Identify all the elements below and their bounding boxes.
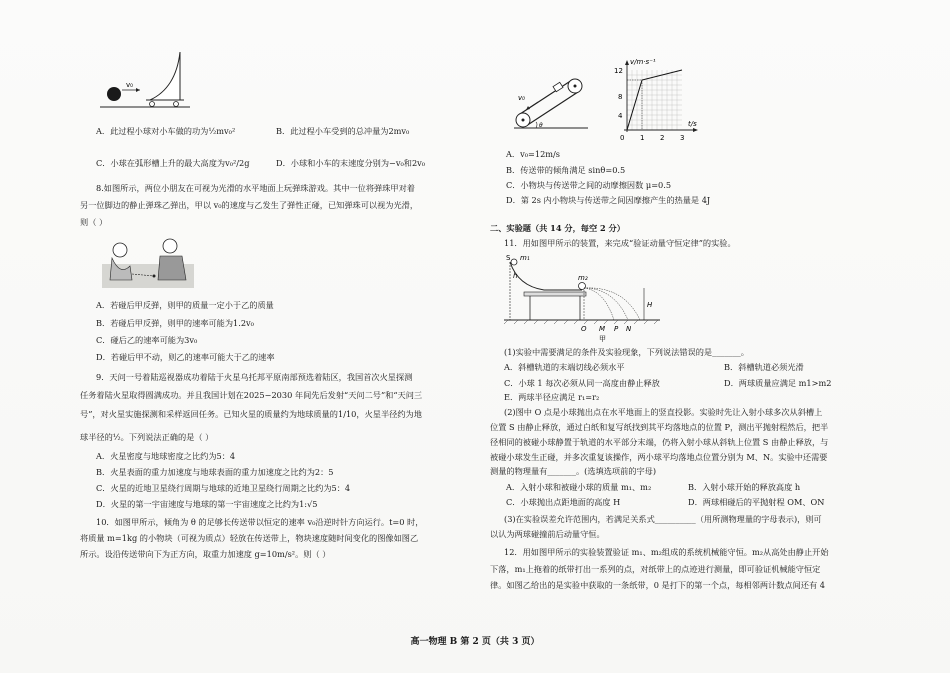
q11-part-2-line-3: 径相同的被碰小球静置于轨道的水平部分末端，仍将入射小球从斜轨上位置 S 由静止释放，与: [490, 437, 829, 447]
q7-option-c: C．小球在弧形槽上升的最大高度为v₀²/2g: [96, 158, 250, 168]
q10-stem-3: 所示。设沿传送带向下为正方向，取重力加速度 g=10m/s²。则（ ）: [80, 549, 331, 559]
q12-line-1: 12．用如图甲所示的实验装置验证 m₁、m₂组成的系统机械能守恒。m₂从高处由静止开始: [504, 547, 829, 557]
q11-label-M: M: [599, 325, 606, 333]
q11-label-m2: m₂: [578, 274, 588, 282]
q10-option-a: A．v₀=12m/s: [506, 149, 561, 159]
q11-part-3-line-2: 以认为两球碰撞前后动量守恒。: [490, 529, 605, 539]
q11-part-2-line-4: 被碰小球发生正碰，并多次重复该操作，两小球平均落地点位置分别为 M、N。实验中还需要: [490, 452, 828, 462]
page-footer: 高一物理 B 第 2 页（共 3 页）: [410, 637, 540, 647]
q10-stem-1: 10．如图甲所示，倾角为 θ 的足够长传送带以恒定的速率 v₀沿逆时针方向运行。t=0 时，: [96, 517, 424, 527]
graph-tick-y8: 8: [618, 93, 623, 101]
q11-part-2-a: A．入射小球和被碰小球的质量 m₁、m₂: [506, 482, 652, 492]
q8-stem-1: 8.如图所示，两位小朋友在可视为光滑的水平地面上玩弹珠游戏。其中一位将弹珠甲对着: [96, 183, 415, 193]
q8-option-b: B．若碰后甲反弹，则甲的速率可能为1.2v₀: [96, 318, 254, 328]
q11-part-2-line-1: (2)图中 O 点是小球抛出点在水平地面上的竖直投影。实验时先让入射小球多次从斜槽上: [504, 407, 823, 417]
q8-stem-2: 另一位脚边的静止弹珠乙弹出，甲以 v₀的速度与乙发生了弹性正碰，已知弹珠可以视为光滑，: [80, 200, 419, 210]
q7-option-b: B．此过程小车受到的总冲量为2mv₀: [276, 126, 410, 136]
q10-option-c: C．小物块与传送带之间的动摩擦因数 μ=0.5: [506, 180, 672, 190]
q11-label-P: P: [614, 325, 619, 333]
q8-figure: [102, 236, 194, 288]
q11-part-3-line-1: (3)在实验误差允许范围内，若满足关系式__________（用所测物理量的字母表示)，则可: [504, 514, 822, 524]
q11-label-s: S: [506, 254, 511, 262]
q10-option-d: D．第 2s 内小物块与传送带之间因摩擦产生的热量是 4J: [506, 195, 711, 205]
belt-v0-label: v₀: [518, 94, 525, 102]
graph-tick-x3: 3: [680, 134, 685, 142]
q11-stem: 11．用如图甲所示的装置，来完成“验证动量守恒定律”的实验。: [504, 238, 736, 248]
q11-part-2-line-5: 测量的物理量有_______。(选填选项前的字母): [490, 466, 657, 476]
q10-option-b: B．传送带的倾角满足 sinθ=0.5: [506, 165, 626, 175]
belt-theta-label: θ: [539, 122, 543, 129]
q11-label-O: O: [581, 325, 587, 333]
q11-part-1-b: B．斜槽轨道必须光滑: [724, 362, 804, 372]
graph-tick-x2: 2: [660, 134, 665, 142]
q11-part-1-a: A．斜槽轨道的末端切线必须水平: [504, 362, 625, 372]
q11-figure: [504, 250, 664, 342]
q11-label-H: H: [647, 301, 653, 309]
section-2-heading: 二、实验题（共 14 分，每空 2 分）: [490, 223, 625, 233]
q11-part-2-line-2: 位置 S 由静止释放，通过白纸和复写纸找到其平均落地点的位置 P，测出平抛射程然后，把半: [490, 422, 829, 432]
q7-option-d: D．小球和小车的末速度分别为−v₀和2v₀: [276, 158, 426, 168]
q11-part-2-d: D．两球相碰后的平抛射程 OM、ON: [688, 497, 825, 507]
q10-stem-2: 将质量 m=1kg 的小物块（可视为质点）轻放在传送带上，物块速度随时间变化的图像如图乙: [80, 533, 419, 543]
q7-option-a: A．此过程小球对小车做的功为½mv₀²: [96, 126, 236, 136]
q9-stem-1: 9．天问一号着陆巡视器成功着陆于火星乌托邦平原南部预选着陆区，我国首次火星探测: [96, 372, 413, 382]
q12-line-3: 律。如图乙给出的是实验中获取的一条纸带，0 是打下的第一个点，每相邻两计数点间还有 4: [490, 580, 825, 590]
q9-option-b: B．火星表面的重力加速度与地球表面的重力加速度之比约为2：5: [96, 467, 334, 477]
q11-label-h: h: [513, 272, 518, 280]
vt-graph: [610, 54, 710, 144]
q8-option-a: A．若碰后甲反弹，则甲的质量一定小于乙的质量: [96, 300, 274, 310]
q9-option-a: A．火星密度与地球密度之比约为5：4: [96, 451, 236, 461]
q9-stem-4: 球半径的½。下列说法正确的是（ ）: [80, 432, 214, 442]
q9-stem-2: 任务着陆火星取得圆满成功。并且我国计划在2025−2030 年间先后发射“天问二号”和“天问三: [80, 390, 423, 400]
graph-tick-y4: 4: [618, 112, 623, 120]
graph-tick-x0: 0: [620, 134, 625, 142]
q12-line-2: 下落，m₁上拖着的纸带打出一系列的点，对纸带上的点迹进行测量，即可验证机械能守恒定: [490, 564, 821, 574]
graph-tick-x1: 1: [640, 134, 645, 142]
q11-part-2-c: C．小球抛出点距地面的高度 H: [506, 497, 621, 507]
q8-option-c: C．碰后乙的速率可能为3v₀: [96, 335, 198, 345]
q11-label-N: N: [626, 325, 632, 333]
q11-caption: 甲: [599, 335, 606, 342]
graph-xlabel: t/s: [688, 120, 697, 128]
q11-label-m1: m₁: [520, 254, 530, 262]
graph-tick-y12: 12: [614, 67, 623, 75]
q9-stem-3: 号”，对火星实施探测和采样返回任务。已知火星的质量约为地球质量的1/10，火星半径约为地: [80, 409, 422, 419]
q7-v0-label: v₀: [126, 81, 133, 89]
q11-part-1: (1)实验中需要满足的条件及实验现象，下列说法错误的是_______。: [504, 347, 749, 357]
q11-part-1-c: C．小球 1 每次必须从同一高度由静止释放: [504, 378, 660, 388]
q8-stem-3: 则（ ）: [80, 217, 108, 227]
q9-option-d: D．火星的第一宇宙速度与地球的第一宇宙速度之比约为1:√5: [96, 499, 318, 509]
q11-part-1-e: E．两球半径应满足 r₁=r₂: [504, 392, 600, 402]
q7-figure: [100, 48, 200, 110]
q11-part-2-b: B．入射小球开始的释放高度 h: [688, 482, 801, 492]
graph-ylabel: v/m·s⁻¹: [630, 58, 656, 66]
q9-option-c: C．火星的近地卫星绕行周期与地球的近地卫星绕行周期之比约为5：4: [96, 483, 351, 493]
belt-figure: [506, 70, 596, 140]
q11-part-1-d: D．两球质量应满足 m1>m2: [724, 378, 832, 388]
q8-option-d: D．若碰后甲不动，则乙的速率可能大于乙的速率: [96, 352, 275, 362]
